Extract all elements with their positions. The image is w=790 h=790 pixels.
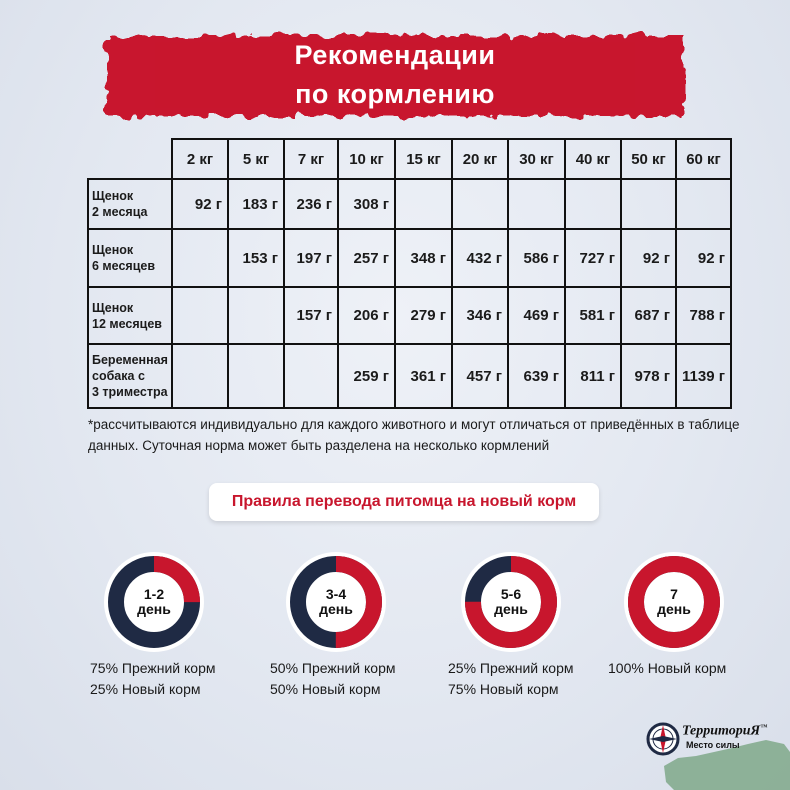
table-row (88, 344, 731, 408)
table-cell: 153 г (228, 229, 284, 287)
old-food-share: 75% Прежний корм (90, 660, 216, 676)
ring-label (459, 550, 563, 654)
table-cell: 92 г (676, 229, 731, 287)
row-label (88, 287, 172, 344)
table-cell (172, 229, 228, 287)
progress-ring (622, 550, 726, 654)
column-header: 30 кг (508, 139, 565, 179)
column-header: 50 кг (621, 139, 676, 179)
old-food-share: 100% Новый корм (608, 660, 727, 676)
table-cell (228, 287, 284, 344)
progress-ring (459, 550, 563, 654)
row-label-line: 2 месяца (92, 205, 148, 219)
row-label (88, 344, 172, 408)
row-label-line: Щенок (92, 189, 134, 203)
step-description (448, 658, 609, 700)
new-food-share: 75% Новый корм (448, 681, 559, 697)
table-cell (676, 179, 731, 229)
table-cell: 346 г (452, 287, 508, 344)
feeding-table (87, 138, 732, 409)
table-cell: 639 г (508, 344, 565, 408)
table-cell: 257 г (338, 229, 395, 287)
table-cell: 432 г (452, 229, 508, 287)
step-description (270, 658, 434, 700)
table-cell (565, 179, 621, 229)
step-unit: день (657, 601, 691, 617)
column-header: 5 кг (228, 139, 284, 179)
step-unit: день (137, 601, 171, 617)
row-label-line: Щенок (92, 300, 134, 315)
table-cell: 457 г (452, 344, 508, 408)
row-label-line: 12 месяцев (92, 316, 162, 331)
table-corner-cell (88, 139, 172, 179)
table-header-row (88, 139, 731, 179)
step-days: 7 (670, 586, 678, 602)
step-description (90, 658, 252, 700)
step-description (608, 658, 772, 679)
step-unit: день (494, 601, 528, 617)
transition-step (448, 550, 609, 700)
page-title-line2: по кормлению (295, 79, 495, 109)
new-food-share: 25% Новый корм (90, 681, 201, 697)
table-cell (172, 344, 228, 408)
table-row (88, 179, 731, 229)
old-food-share: 25% Прежний корм (448, 660, 574, 676)
table-cell (452, 179, 508, 229)
step-unit: день (319, 601, 353, 617)
table-cell: 1139 г (676, 344, 731, 408)
row-label-line: Беременная (92, 353, 168, 367)
table-cell: 361 г (395, 344, 452, 408)
table-cell: 183 г (228, 179, 284, 229)
header-banner (95, 28, 695, 124)
table-cell: 157 г (284, 287, 338, 344)
trademark: ™ (760, 723, 768, 731)
table-cell: 586 г (508, 229, 565, 287)
table-cell: 92 г (621, 229, 676, 287)
row-label-line: 6 месяцев (92, 259, 156, 273)
step-days: 5-6 (500, 586, 522, 602)
column-header: 60 кг (676, 139, 731, 179)
brand-logo (644, 718, 790, 790)
brand-name (682, 723, 767, 740)
progress-ring (102, 550, 206, 654)
step-days: 3-4 (325, 586, 347, 602)
brand-tagline: Место силы (686, 740, 740, 750)
row-label (88, 229, 172, 287)
table-cell (395, 179, 452, 229)
table-cell: 469 г (508, 287, 565, 344)
column-header: 40 кг (565, 139, 621, 179)
progress-ring (284, 550, 388, 654)
brand-wordmark: ТерриториЯ (682, 723, 761, 739)
column-header: 7 кг (284, 139, 338, 179)
page-title-line1: Рекомендации (294, 40, 496, 70)
table-cell: 206 г (338, 287, 395, 344)
table-row (88, 287, 731, 344)
transition-step (608, 550, 772, 679)
table-cell: 197 г (284, 229, 338, 287)
row-label-line: собака с (92, 369, 145, 383)
ring-label (284, 550, 388, 654)
table-cell: 279 г (395, 287, 452, 344)
table-cell: 788 г (676, 287, 731, 344)
old-food-share: 50% Прежний корм (270, 660, 396, 676)
table-row (88, 229, 731, 287)
column-header: 20 кг (452, 139, 508, 179)
table-cell: 308 г (338, 179, 395, 229)
rules-title: Правила перевода питомца на новый корм (209, 483, 599, 521)
step-days: 1-2 (143, 586, 165, 602)
table-cell (228, 344, 284, 408)
table-cell: 348 г (395, 229, 452, 287)
table-cell (284, 344, 338, 408)
compass-icon (646, 722, 680, 756)
column-header: 2 кг (172, 139, 228, 179)
table-cell (172, 287, 228, 344)
ring-label (622, 550, 726, 654)
transition-step (270, 550, 434, 700)
ring-label (102, 550, 206, 654)
table-cell: 259 г (338, 344, 395, 408)
row-label (88, 179, 172, 229)
table-cell: 978 г (621, 344, 676, 408)
table-cell: 811 г (565, 344, 621, 408)
table-cell: 92 г (172, 179, 228, 229)
table-cell (508, 179, 565, 229)
row-label-line: 3 триместра (92, 385, 168, 399)
table-cell: 687 г (621, 287, 676, 344)
new-food-share: 50% Новый корм (270, 681, 381, 697)
transition-step (90, 550, 252, 700)
table-cell: 581 г (565, 287, 621, 344)
table-cell: 727 г (565, 229, 621, 287)
column-header: 15 кг (395, 139, 452, 179)
table-cell (621, 179, 676, 229)
table-cell: 236 г (284, 179, 338, 229)
column-header: 10 кг (338, 139, 395, 179)
footnote: *рассчитываются индивидуально для каждого животного и могут отличаться от приведённых в таблице данных. Суточная норма может быть разделена на несколько кормлений (88, 417, 740, 453)
row-label-line: Щенок (92, 243, 134, 257)
